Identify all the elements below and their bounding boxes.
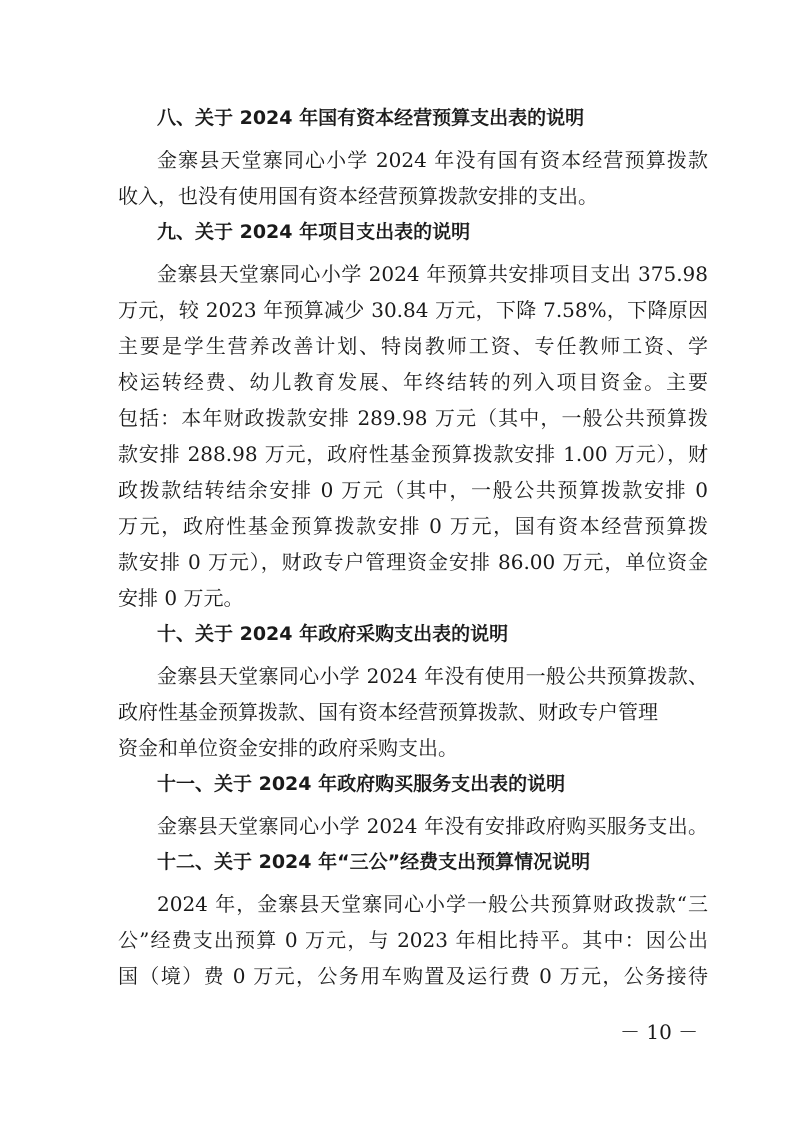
paragraph-line: 金寨县天堂寨同心小学 2024 年没有使用一般公共预算拨款、 — [157, 664, 708, 688]
paragraph-line: 收入，也没有使用国有资本经营预算拨款安排的支出。 — [118, 184, 598, 208]
section-heading-9: 九、关于 2024 年项目支出表的说明 — [157, 221, 471, 243]
paragraph-line: 款安排 288.98 万元，政府性基金预算拨款安排 1.00 万元），财 — [118, 442, 708, 466]
paragraph-line: 万元，政府性基金预算拨款安排 0 万元，国有资本经营预算拨 — [118, 514, 708, 538]
paragraph-line: 款安排 0 万元），财政专户管理资金安排 86.00 万元，单位资金 — [118, 550, 708, 574]
paragraph-line: 政府性基金预算拨款、国有资本经营预算拨款、财政专户管理 — [118, 700, 658, 724]
paragraph-line: 金寨县天堂寨同心小学 2024 年没有国有资本经营预算拨款 — [157, 148, 708, 172]
paragraph-line: 万元，较 2023 年预算减少 30.84 万元，下降 7.58%，下降原因 — [118, 298, 708, 322]
paragraph-line: 包括：本年财政拨款安排 289.98 万元（其中，一般公共预算拨 — [118, 406, 708, 430]
paragraph-line: 资金和单位资金安排的政府采购支出。 — [118, 736, 458, 760]
section-heading-10: 十、关于 2024 年政府采购支出表的说明 — [157, 623, 509, 645]
section-heading-8: 八、关于 2024 年国有资本经营预算支出表的说明 — [157, 107, 585, 129]
paragraph-line: 政拨款结转结余安排 0 万元（其中，一般公共预算拨款安排 0 — [118, 478, 708, 502]
page-number: － 10 － — [620, 1020, 699, 1044]
paragraph-line: 金寨县天堂寨同心小学 2024 年预算共安排项目支出 375.98 — [157, 262, 708, 286]
section-heading-12: 十二、关于 2024 年“三公”经费支出预算情况说明 — [157, 851, 591, 873]
paragraph-line: 安排 0 万元。 — [118, 586, 244, 610]
paragraph-line: 国（境）费 0 万元，公务用车购置及运行费 0 万元，公务接待 — [118, 964, 708, 988]
section-heading-11: 十一、关于 2024 年政府购买服务支出表的说明 — [157, 773, 566, 795]
paragraph-line: 主要是学生营养改善计划、特岗教师工资、专任教师工资、学 — [118, 334, 708, 358]
paragraph-line: 2024 年，金寨县天堂寨同心小学一般公共预算财政拨款“三 — [157, 892, 708, 916]
paragraph-line: 公”经费支出预算 0 万元，与 2023 年相比持平。其中：因公出 — [118, 928, 708, 952]
paragraph-line: 校运转经费、幼儿教育发展、年终结转的列入项目资金。主要 — [118, 370, 708, 394]
paragraph-line: 金寨县天堂寨同心小学 2024 年没有安排政府购买服务支出。 — [157, 814, 708, 838]
